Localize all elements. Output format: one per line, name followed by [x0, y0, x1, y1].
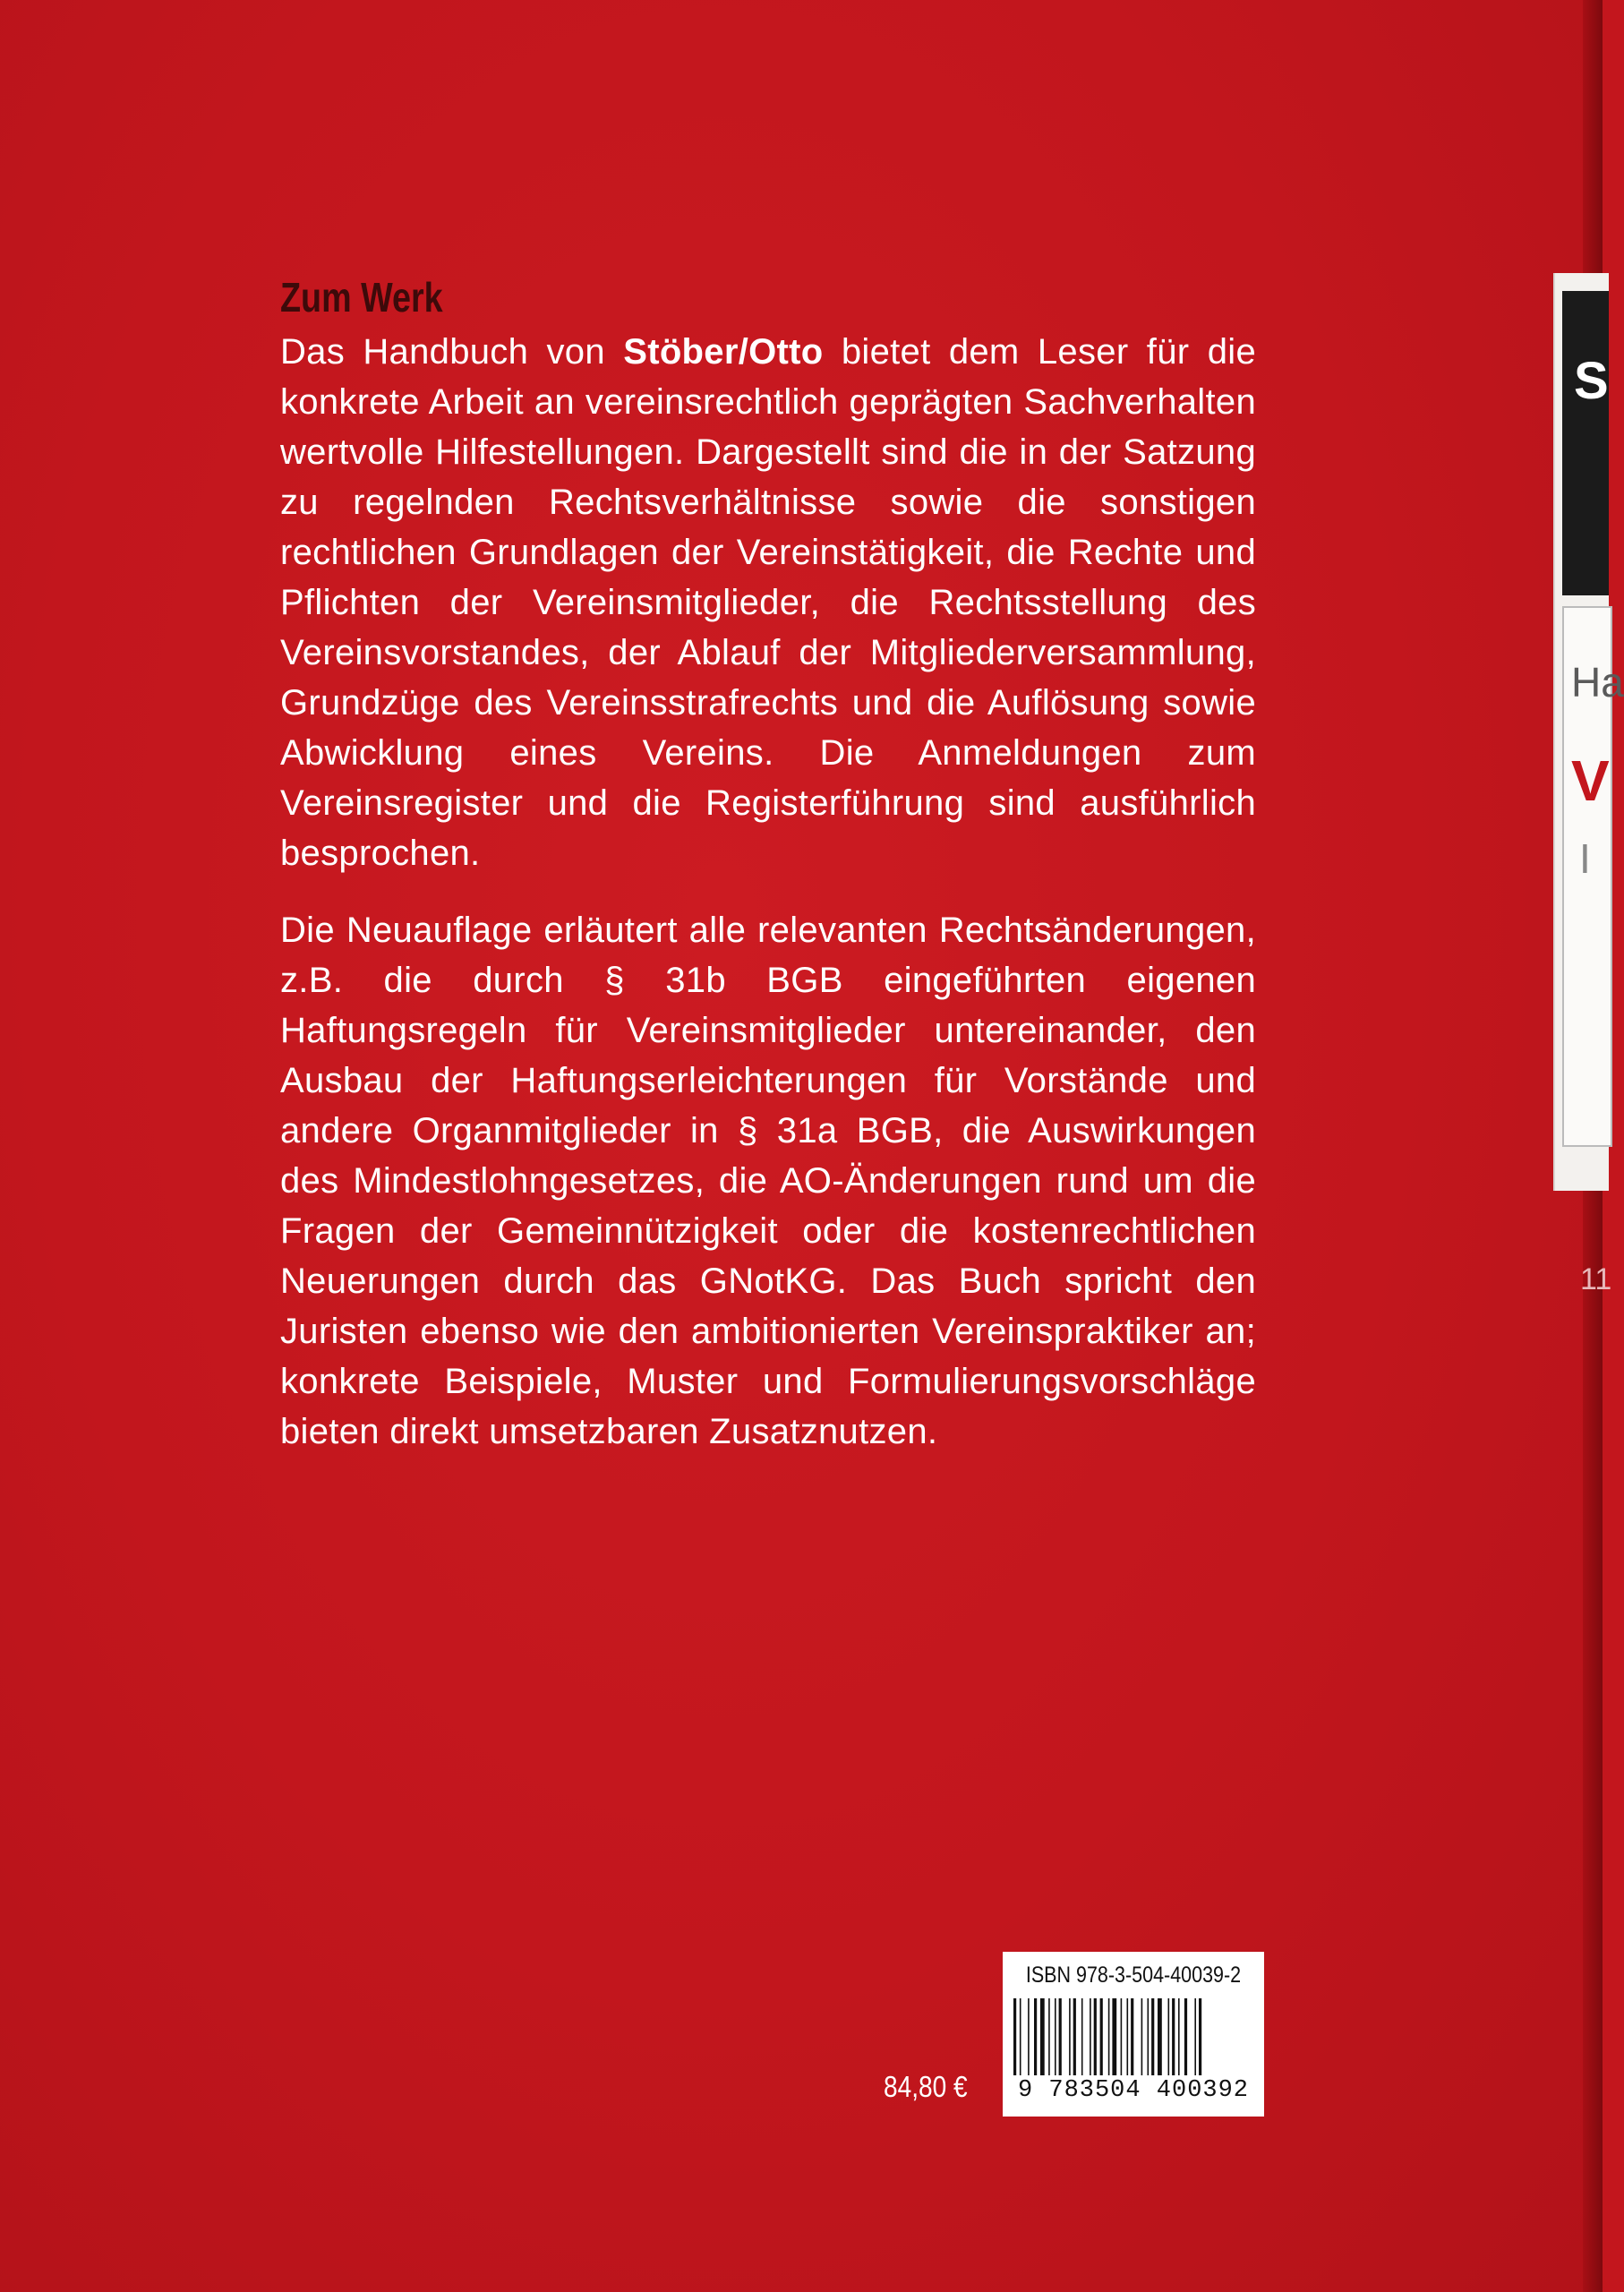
barcode-icon: [1012, 1998, 1255, 2075]
front-cover-edition: 11: [1580, 1262, 1612, 1296]
front-cover-letter-i: I: [1579, 835, 1591, 882]
price: 84,80 €: [884, 2070, 968, 2103]
barcode-digits: 9 783504 400392: [1017, 2077, 1250, 2104]
front-cover-letter-h: Ha: [1571, 659, 1624, 706]
front-cover-letter-s: S: [1574, 352, 1609, 410]
authors: Stöber/Otto: [623, 332, 824, 372]
blurb: [280, 273, 1256, 1457]
paragraph-1-intro: Das Handbuch von: [280, 332, 624, 372]
front-cover-letter-v: V: [1571, 748, 1610, 813]
front-cover-title-block: [1562, 291, 1609, 595]
barcode-label: [1003, 1952, 1264, 2117]
blurb-paragraph-1: [280, 327, 1256, 878]
paragraph-1-body: bietet dem Leser für die konkrete Arbeit an vereinsrechtlich geprägten Sachverhalten wertvolle Hilfestellungen. Dargestellt sind die in der Satzung zu regelnden Rechtsverhältnisse sowie die sonstigen rechtlichen Grundlagen der Vereinstätigkeit, die Rechte und Pflichten der Vereinsmitglieder, die Rechtsstellung des Vereinsvorstandes, der Ablauf der Mitgliederversammlung, Grundzüge des Vereinsstrafrechts und die Auflösung sowie Abwicklung eines Vereins. Die Anmeldungen zum Vereinsregister und die Registerführung sind ausführlich besprochen.: [280, 332, 1256, 873]
isbn-number: ISBN 978-3-504-40039-2: [1025, 1963, 1242, 1988]
blurb-paragraph-2: Die Neuauflage erläutert alle relevanten Rechtsänderungen, z.B. die durch § 31b BGB eingeführten eigenen Haftungsregeln für Vereinsmitglieder untereinander, den Ausbau der Haftungserleichterungen für Vorstände und andere Organmitglieder in § 31a BGB, die Auswirkungen des Mindestlohngesetzes, die AO-Änderungen rund um die Fragen der Gemeinnützigkeit oder die kostenrechtlichen Neuerungen durch das GNotKG. Das Buch spricht den Juristen ebenso wie den ambitionierten Vereinspraktiker an; konkrete Beispiele, Muster und Formulierungsvorschläge bieten direkt umsetzbaren Zusatznutzen.: [280, 911, 1256, 1451]
blurb-heading: Zum Werk: [280, 274, 443, 321]
